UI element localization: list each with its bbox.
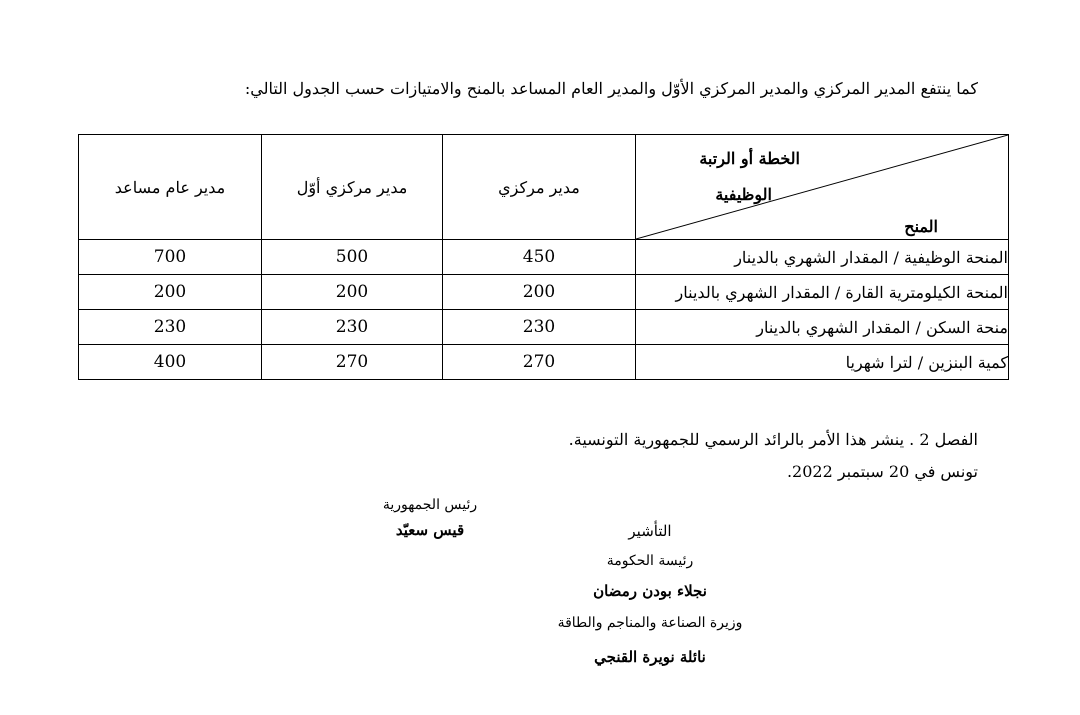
column-header: مدير مركزي (443, 135, 636, 240)
table-cell: 270 (262, 345, 443, 380)
table-cell: 200 (262, 275, 443, 310)
table-cell: 450 (443, 240, 636, 275)
table-row (79, 275, 1009, 310)
row-label: كمية البنزين / لترا شهريا (636, 345, 1009, 380)
head-of-government-name: نجلاء بودن رمضان (593, 582, 707, 600)
table-header-row (79, 135, 1009, 240)
row-label: منحة السكن / المقدار الشهري بالدينار (636, 310, 1009, 345)
table-cell: 270 (443, 345, 636, 380)
table-cell: 200 (79, 275, 262, 310)
corner-label-top: الخطة أو الرتبة (699, 149, 800, 168)
table-cell: 200 (443, 275, 636, 310)
place-date: تونس في 20 سبتمبر 2022. (786, 462, 978, 481)
corner-label-bottom: المنح (904, 217, 938, 236)
table-cell: 230 (262, 310, 443, 345)
grants-table (78, 134, 1009, 380)
article-2: الفصل 2 . ينشر هذا الأمر بالرائد الرسمي للجمهورية التونسية. (568, 430, 978, 449)
corner-label-middle: الوظيفية (715, 185, 772, 204)
minister-name: نائلة نويرة القنجي (594, 648, 706, 666)
president-name: قيس سعيّد (395, 521, 465, 539)
row-label: المنحة الكيلومترية القارة / المقدار الشهري بالدينار (636, 275, 1009, 310)
table-cell: 230 (79, 310, 262, 345)
table-cell: 400 (79, 345, 262, 380)
table-row (79, 310, 1009, 345)
table-row (79, 345, 1009, 380)
table-cell: 500 (262, 240, 443, 275)
table-cell: 700 (79, 240, 262, 275)
column-header: مدير مركزي أوّل (262, 135, 443, 240)
head-of-government-title: رئيسة الحكومة (606, 553, 694, 569)
president-title: رئيس الجمهورية (382, 497, 478, 513)
intro-paragraph: كما ينتفع المدير المركزي والمدير المركزي الأوّل والمدير العام المساعد بالمنح والامتيازات حسب الجدول التالي: (244, 79, 978, 98)
minister-title: وزيرة الصناعة والمناجم والطاقة (557, 615, 743, 631)
table-cell: 230 (443, 310, 636, 345)
table-row (79, 240, 1009, 275)
column-header: مدير عام مساعد (79, 135, 262, 240)
table-corner-header (636, 135, 1009, 240)
countersign-label: التأشير (628, 522, 672, 540)
diagonal-divider (636, 135, 1008, 239)
row-label: المنحة الوظيفية / المقدار الشهري بالدينار (636, 240, 1009, 275)
